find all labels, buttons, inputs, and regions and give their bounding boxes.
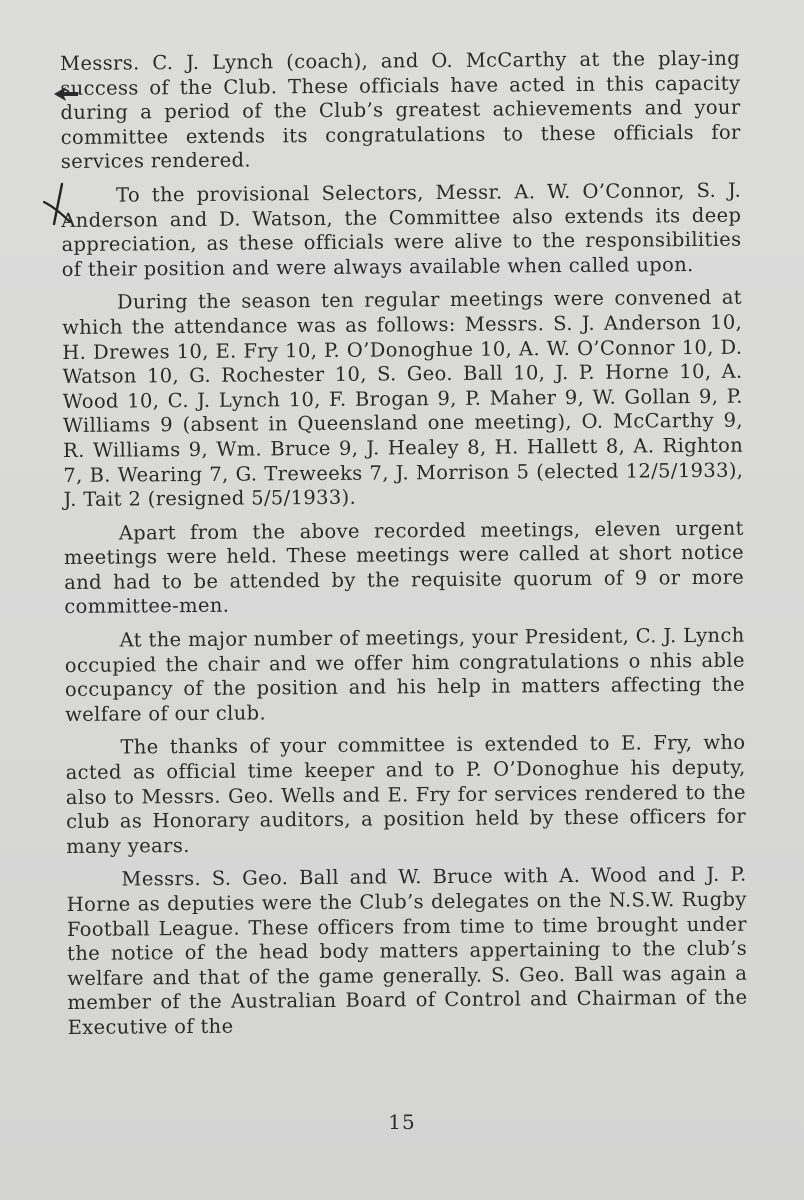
paragraph-time-keeper: The thanks of your committee is extended to E. Fry, who acted as official time keeper and to P. O’Donoghue his deputy, also to Messrs. Geo. Wells and E. Fry for services rendered to the club as Honorary auditors, a position held by these officers for many years. <box>65 731 747 858</box>
paragraph-officials: Messrs. C. J. Lynch (coach), and O. McCarthy at the play-ing success of the Club. These officials have acted in this capacity during a period of the Club’s greatest achievements and your committee extends its congratulations to these officials for services rendered. <box>60 46 741 174</box>
page-number: 15 <box>388 1110 416 1134</box>
paragraph-urgent-meetings: Apart from the above recorded meetings, eleven urgent meetings were held. These meetings were called at short notice and had to be attended by the requisite quorum of 9 or more committee-men. <box>63 516 745 619</box>
paragraph-president: At the major number of meetings, your President, C. J. Lynch occupied the chair and we offer him congratulations o nhis able occupancy of the position and his help in matters affecting the welfare of our club. <box>64 623 746 726</box>
body-text <box>60 47 748 1050</box>
paragraph-delegates: Messrs. S. Geo. Ball and W. Bruce with A. Wood and J. P. Horne as deputies were the Club’s delegates on the N.S.W. Rugby Football League. These officers from time to time brought under the notice of the head body matters appertaining to the club’s welfare and that of the game generally. S. Geo. Ball was again a member of the Australian Board of Control and Chairman of the Executive of the <box>66 863 748 1039</box>
paragraph-selectors: To the provisional Selectors, Messr. A. W. O’Connor, S. J. Anderson and D. Watson, the Committee also extends its deep appreciation, as these officials were alive to the responsibilities of their position and were always available when called upon. <box>61 178 742 281</box>
paragraph-attendance: During the season ten regular meetings were convened at which the attendance was as follows: Messrs. S. J. Anderson 10, H. Drewes 10, E. Fry 10, P. O’Donoghue 10, A. W. O’Connor 10, D. Watson 10, G. Rochester 10, S. Geo. Ball 10, J. P. Horne 10, A. Wood 10, C. J. Lynch 10, F. Brogan 9, P. Maher 9, W. Gollan 9, P. Williams 9 (absent in Queensland one meeting), O. McCarthy 9, R. Williams 9, Wm. Bruce 9, J. Healey 8, H. Hallett 8, A. Righton 7, B. Wearing 7, G. Treweeks 7, J. Morrison 5 (elected 12/5/1933), J. Tait 2 (resigned 5/5/1933). <box>62 285 744 512</box>
